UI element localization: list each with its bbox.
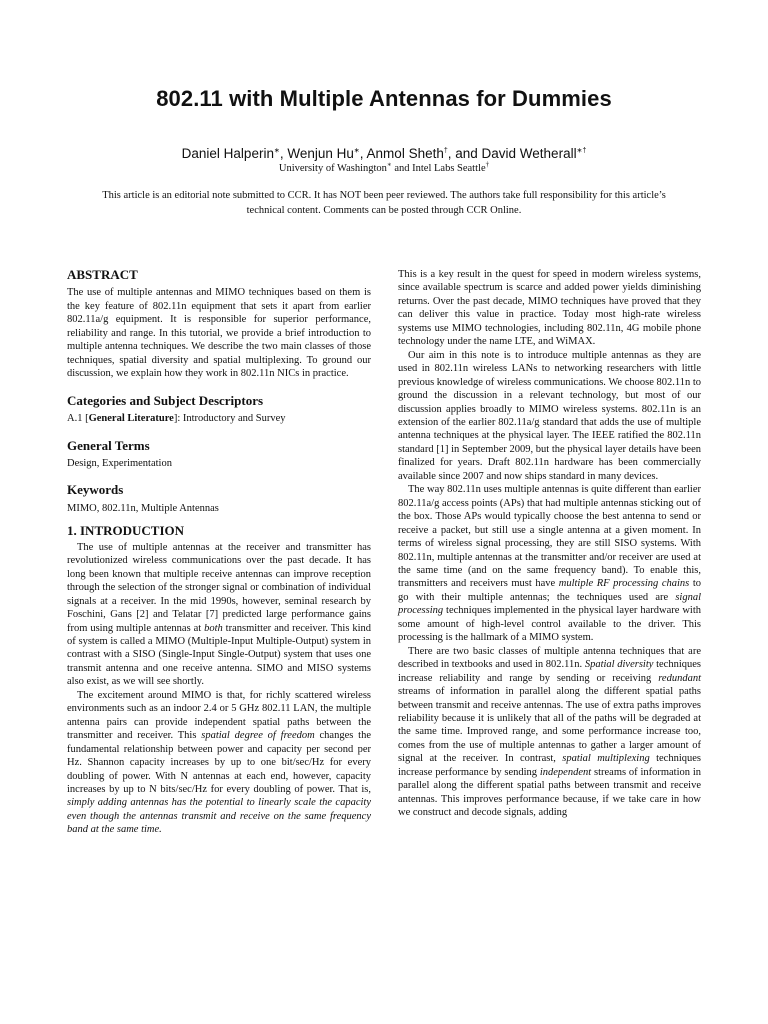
text-run: streams of information in parallel along the different spatial paths between transmit and receive antennas. This improves performance because, if we take care in how we construct and decode signals, adding	[398, 766, 701, 819]
emphasis: both	[204, 622, 223, 634]
left-column	[67, 268, 371, 837]
author-name: Daniel Halperin	[181, 146, 274, 161]
text-run: changes the fundamental relationship between power and capacity per second per Hz. Shannon capacity increases by up to one bit/sec/Hz for every doubling of power. With N antennas at each end, however, capacity increases by up to N bits/sec/Hz for every doubling of power. That is,	[67, 730, 371, 795]
emphasis: spatial degree of freedom	[201, 730, 315, 742]
categories-heading: Categories and Subject Descriptors	[67, 392, 264, 408]
text-run: to go with their multiple antennas; the techniques used are	[398, 578, 701, 603]
author-name: David Wetherall	[481, 146, 577, 161]
author-mark: ∗	[273, 147, 280, 155]
author-separator: ,	[359, 146, 367, 161]
abstract-text: The use of multiple antennas and MIMO techniques based on them is the key feature of 802.11n equipment that sets it apart from earlier 802.11a/g equipment. It is responsible for superior performance, reliability and range. In this tutorial, we provide a brief introduction to multiple antenna techniques. We describe the two main classes of those techniques, spatial diversity and spatial multiplexing. To ground our discussion, we explain how they work in 802.11n NICs in practice.	[67, 287, 371, 380]
affiliation-separator: and	[391, 163, 413, 174]
affiliation-mark: †	[485, 160, 490, 169]
general-terms-heading: General Terms	[67, 437, 150, 453]
affiliation-name: University of Washington	[278, 163, 387, 174]
emphasis: multiple RF processing chains	[558, 578, 690, 590]
emphasis: redundant	[658, 672, 701, 684]
author-separator: , and	[447, 146, 482, 161]
emphasis: signal processing	[398, 591, 701, 617]
categories-suffix: ]: Introductory and Survey	[173, 413, 286, 425]
intro-paragraph	[398, 645, 701, 820]
introduction-heading: 1. INTRODUCTION	[67, 523, 185, 539]
intro-paragraph: Our aim in this note is to introduce multiple antennas as they are used in 802.11n wireless LANs to networking researchers with little previous knowledge of wireless communications. We choose 802.11n to ground the discussion in a relevant technology, but most of our discussion applies broadly to MIMO wireless systems. 802.11n is an extension of the earlier 802.11a/g standard that adds the use of multiple antenna techniques at the physical layer. The IEEE ratified the 802.11n standard [1] in September 2009, but the physical layer details have been finalized for years. Draft 802.11n hardware has been commercially available since 2007 and now ships standard in many devices.	[398, 349, 702, 482]
text-run: The use of multiple antennas at the receiver and transmitter has revolutionized wireless communications over the past decade. It has long been known that multiple receive antennas can improve reception through the selection of the stronger signal or combination of individual signals at a receiver. In the mid 1990s, however, seminal research by Foschini, Gans [2] and Telatar [7] predicted large performance gains from using multiple antennas at	[67, 541, 371, 634]
affiliations	[0, 160, 768, 174]
author-list	[0, 146, 768, 161]
keywords-heading: Keywords	[67, 482, 124, 498]
author-mark: ∗	[353, 147, 360, 155]
text-run: transmitter and receiver. This kind of system is called a MIMO (Multiple-Input Multiple-Output) system in contrast with a SISO (Single-Input Single-Output) system that uses one transmit antenna and one receive antenna. SIMO and MISO systems also exist, as we will see shortly.	[67, 622, 371, 688]
emphasis: spatial multiplexing	[562, 753, 650, 765]
text-run: The way 802.11n uses multiple antennas is quite different than earlier 802.11a/g access points (APs) that had multiple antennas sticking out of the box. Those APs would typically choose the best antenna to send or receive a packet, but still use a single antenna at a given moment. In terms of wireless signal processing, they are still SISO systems. With 802.11n, multiple antennas at the transmitter and/or receiver are used at the same time (and on the same frequency band). To enable this, transmitters and receivers must have	[398, 484, 701, 590]
affiliation-name: Intel Labs Seattle	[412, 163, 486, 174]
general-terms-text: Design, Experimentation	[67, 457, 172, 469]
author-mark: †	[443, 147, 448, 155]
text-run: techniques increase performance by sending	[398, 753, 702, 778]
intro-paragraph: This is a key result in the quest for speed in modern wireless systems, since available spectrum is scarce and added power yields diminishing returns. Over the past decade, MIMO techniques have proved that they can deliver this value in practice. Today most high-rate wireless systems use MIMO technologies, including 802.11n, 4G mobile phone technology under the name LTE, and WiMAX.	[398, 269, 701, 348]
categories-text	[67, 412, 371, 425]
text-run: techniques increase reliability and range by sending or receiving	[398, 659, 701, 684]
text-run: techniques implemented in the physical layer hardware with some amount of high-level control available to the driver. This processing is the hallmark of a MIMO system.	[398, 605, 701, 644]
intro-paragraph	[398, 483, 701, 644]
emphasis: Spatial diversity	[584, 659, 654, 671]
categories-bold: General Literature	[88, 413, 174, 425]
editorial-note: This article is an editorial note submitted to CCR. It has NOT been peer reviewed. The authors take full responsibility for this article’s technical content. Comments can be posted through CCR Online.	[102, 190, 666, 216]
emphasis: simply adding antennas has the potential to linearly scale the capacity even though the antennas transmit and receive on the same frequency band at the same time.	[67, 797, 371, 836]
keywords-text: MIMO, 802.11n, Multiple Antennas	[67, 502, 219, 514]
categories-prefix: A.1 [	[67, 413, 89, 425]
abstract-heading: ABSTRACT	[67, 267, 138, 282]
text-run: There are two basic classes of multiple antenna techniques that are described in textbooks and used in 802.11n.	[398, 645, 701, 671]
intro-paragraph	[67, 541, 371, 689]
text-run: streams of information in parallel along the different spatial paths between transmit and receive antennas. The use of extra paths improves reliability because it is unlikely that all of the paths will be degraded at the same time. Improved range, and some performance increase too, comes from the use of multiple antennas to gather a larger amount of signal at the receiver. In contrast,	[398, 686, 701, 765]
author-name: Wenjun Hu	[287, 146, 354, 161]
text-run: The excitement around MIMO is that, for richly scattered wireless environments such as an indoor 2.4 or 5 GHz 802.11 LAN, the multiple antenna pairs can provide independent spatial paths between the transmitter and receiver. This	[67, 689, 371, 742]
author-name: Anmol Sheth	[366, 146, 444, 161]
author-separator: ,	[279, 146, 288, 161]
right-column	[398, 268, 701, 820]
intro-paragraph	[67, 689, 371, 837]
paper-title: 802.11 with Multiple Antennas for Dummies	[156, 86, 612, 111]
emphasis: independent	[539, 766, 592, 778]
author-mark: ∗†	[576, 147, 587, 155]
affiliation-mark: ∗	[386, 160, 392, 169]
